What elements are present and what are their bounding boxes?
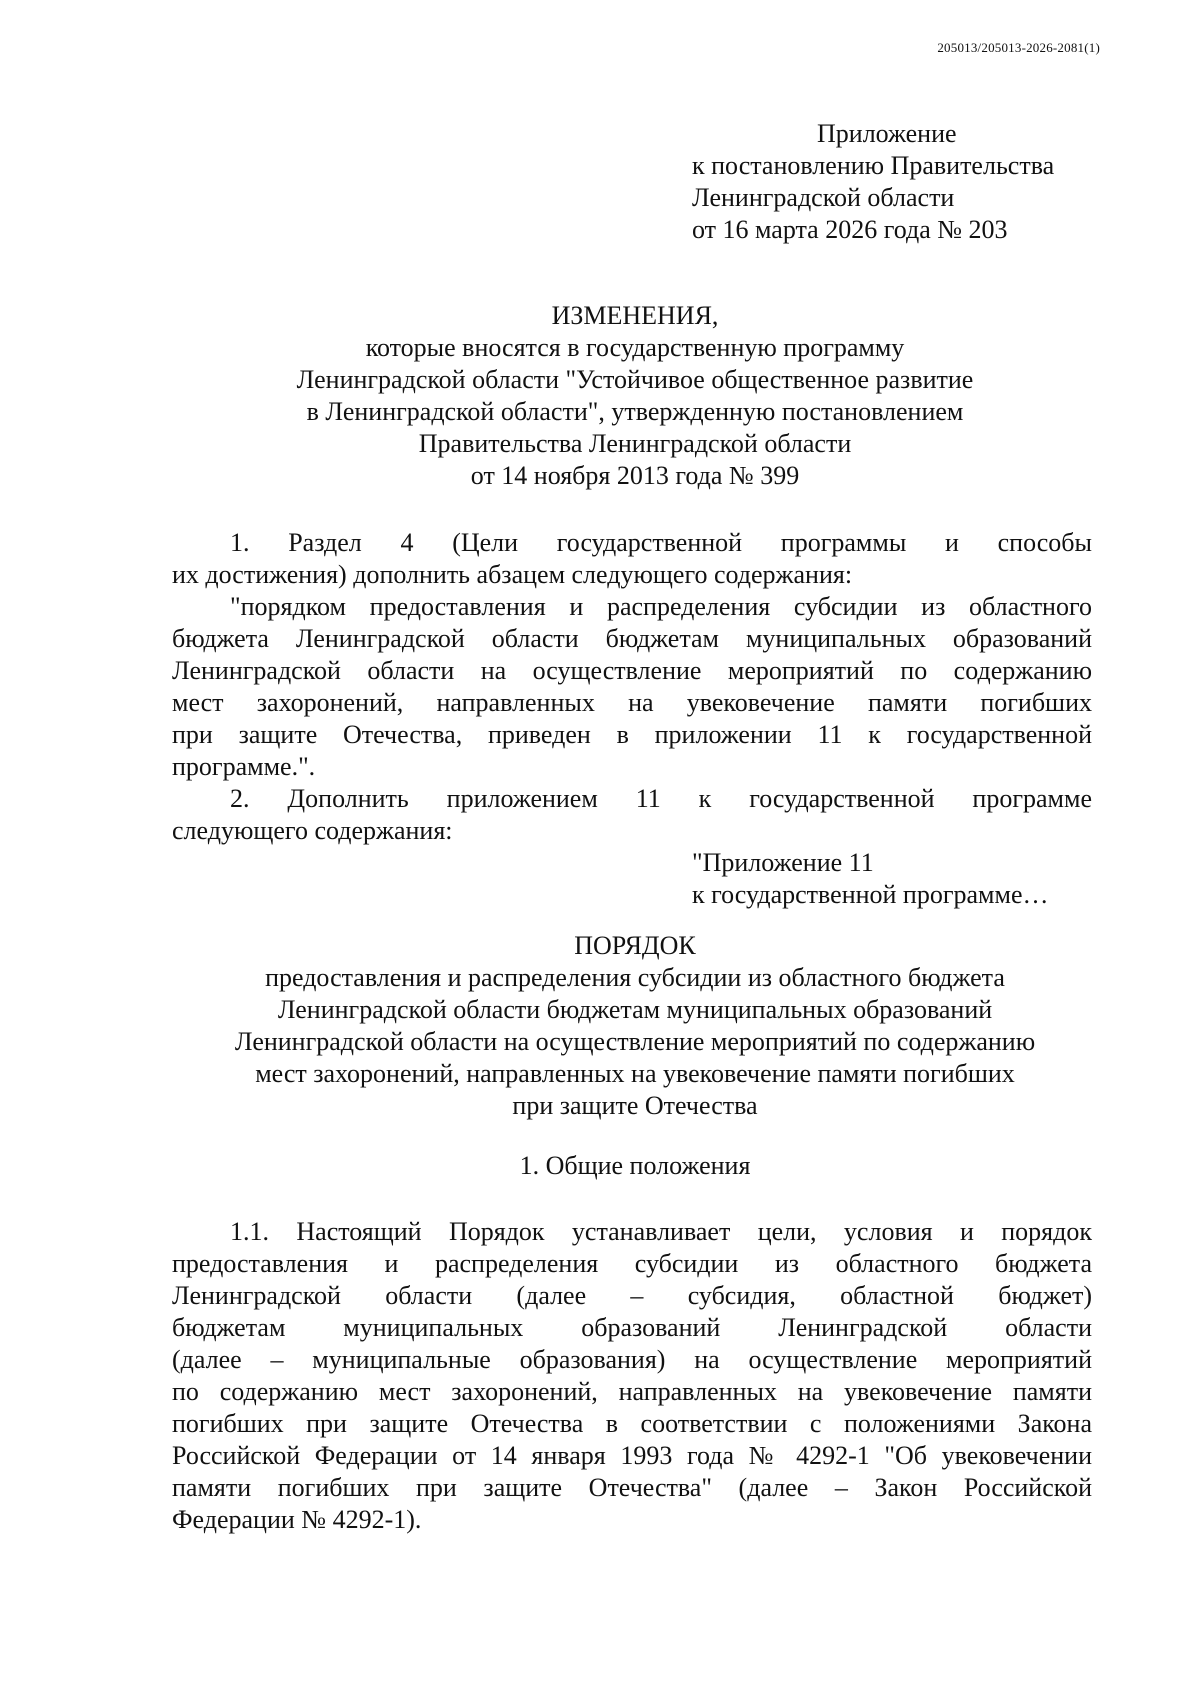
changes-title-line: от 14 ноября 2013 года № 399 — [470, 461, 800, 490]
text-line: следующего содержания: — [172, 816, 453, 845]
text-line: Ленинградской области на осуществление мероприятий по содержанию — [172, 656, 1092, 685]
order-heading: ПОРЯДОК — [574, 931, 696, 960]
appendix-line: к постановлению Правительства — [692, 151, 1055, 180]
changes-title-line: Ленинградской области "Устойчивое общественное развитие — [296, 365, 974, 394]
appendix-line: Ленинградской области — [692, 183, 955, 212]
text-line: погибших при защите Отечества в соответствии с положениями Закона — [172, 1409, 1092, 1438]
appendix-line: Приложение — [817, 119, 957, 148]
text-line: мест захоронений, направленных на увековечение памяти погибших — [172, 688, 1092, 717]
text-line: 2. Дополнить приложением 11 к государственной программе — [230, 784, 1092, 813]
new-appendix-reference — [692, 847, 1049, 911]
document-number: 205013/205013-2026-2081(1) — [937, 40, 1100, 55]
text-line: Ленинградской области (далее – субсидия, областной бюджет) — [172, 1281, 1092, 1310]
item-2-paragraph — [172, 783, 1092, 847]
item-1-paragraph — [172, 527, 1092, 783]
text-line: (далее – муниципальные образования) на осуществление мероприятий — [172, 1345, 1092, 1374]
order-title-line: предоставления и распределения субсидии из областного бюджета — [265, 963, 1005, 992]
text-line: при защите Отечества, приведен в приложении 11 к государственной — [172, 720, 1092, 749]
new-appendix-line: "Приложение 11 — [692, 848, 874, 877]
section-heading — [0, 1150, 1200, 1182]
new-appendix-line: к государственной программе… — [692, 880, 1049, 909]
appendix-line: от 16 марта 2026 года № 203 — [692, 215, 1008, 244]
order-title-line: Ленинградской области бюджетам муниципальных образований — [277, 995, 993, 1024]
text-line: предоставления и распределения субсидии из областного бюджета — [172, 1249, 1092, 1278]
changes-title-line: в Ленинградской области", утвержденную постановлением — [306, 397, 964, 426]
text-line: бюджета Ленинградской области бюджетам муниципальных образований — [172, 624, 1092, 653]
text-line: памяти погибших при защите Отечества" (далее – Закон Российской — [172, 1473, 1092, 1502]
order-title-line: Ленинградской области на осуществление мероприятий по содержанию — [234, 1027, 1036, 1056]
order-title-line: мест захоронений, направленных на увековечение памяти погибших — [255, 1059, 1015, 1088]
text-line: Федерации № 4292-1). — [172, 1505, 422, 1534]
text-line: 1. Раздел 4 (Цели государственной программы и способы — [230, 528, 1092, 557]
text-line: по содержанию мест захоронений, направленных на увековечение памяти — [172, 1377, 1092, 1406]
order-title — [0, 930, 1200, 1122]
section-1-heading: 1. Общие положения — [519, 1151, 751, 1180]
changes-heading: ИЗМЕНЕНИЯ, — [551, 301, 719, 330]
changes-title-line: которые вносятся в государственную программу — [365, 333, 905, 362]
text-line: бюджетам муниципальных образований Ленинградской области — [172, 1313, 1092, 1342]
text-line: Российской Федерации от 14 января 1993 года № 4292-1 "Об увековечении — [172, 1441, 1092, 1470]
text-line: "порядком предоставления и распределения субсидии из областного — [230, 592, 1092, 621]
changes-title-line: Правительства Ленинградской области — [418, 429, 852, 458]
appendix-reference — [692, 118, 1054, 246]
changes-title — [0, 300, 1200, 492]
text-line: их достижения) дополнить абзацем следующего содержания: — [172, 560, 853, 589]
order-title-line: при защите Отечества — [512, 1091, 758, 1120]
paragraph-1-1 — [172, 1216, 1092, 1536]
text-line: 1.1. Настоящий Порядок устанавливает цели, условия и порядок — [230, 1217, 1092, 1246]
text-line: программе.". — [172, 752, 316, 781]
